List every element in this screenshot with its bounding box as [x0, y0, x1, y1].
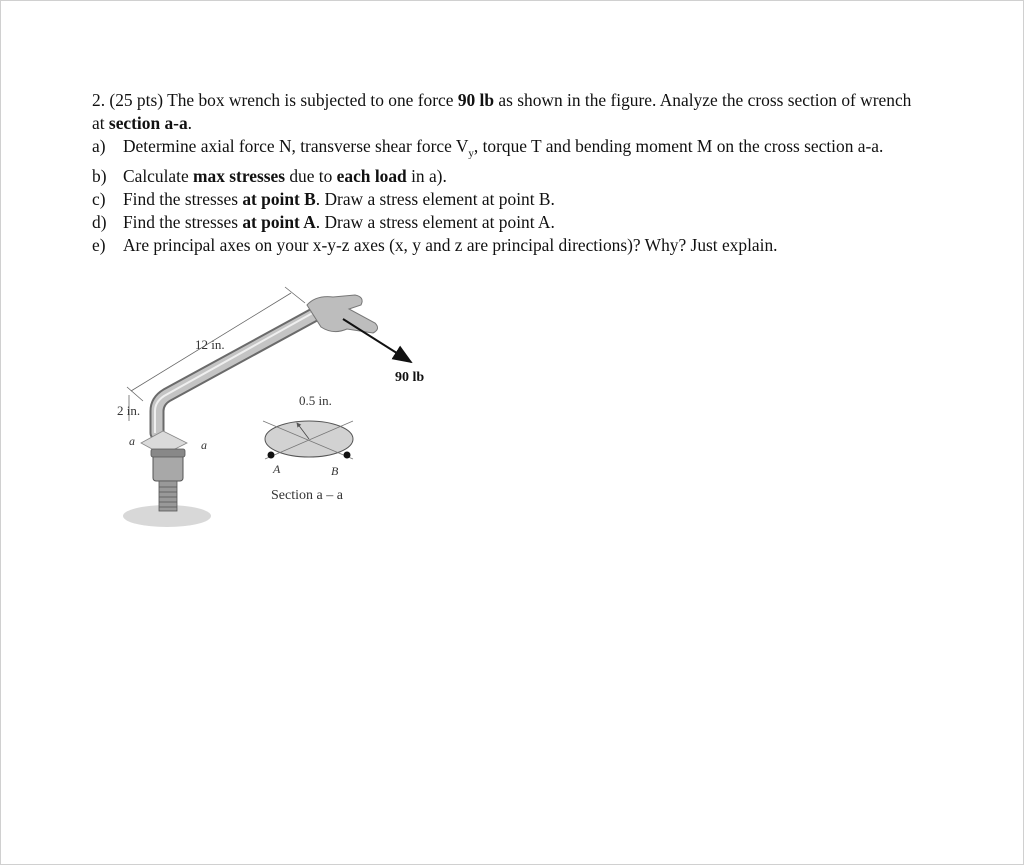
question-a-subscript: y	[468, 147, 474, 160]
cut-label-right: a	[201, 438, 207, 452]
bolt	[159, 481, 177, 511]
question-a-marker: a)	[92, 136, 106, 156]
problem-text	[92, 89, 922, 257]
question-b-bold-2: each load	[336, 166, 407, 187]
wrench-figure-svg	[111, 283, 451, 533]
point-b-marker	[344, 452, 351, 459]
question-d-marker: d)	[92, 212, 107, 233]
question-d	[92, 211, 922, 234]
question-b-text-2: due to	[289, 166, 333, 187]
question-b-text-1: Calculate	[123, 166, 189, 187]
question-b	[92, 165, 922, 188]
question-a	[92, 135, 922, 165]
force-label: 90 lb	[395, 370, 425, 385]
problem-number: 2.	[92, 90, 106, 110]
hand-shape	[307, 295, 378, 333]
question-list	[92, 135, 922, 257]
problem-points: (25 pts)	[109, 90, 164, 110]
question-e-text: Are principal axes on your x-y-z axes (x, y and z are principal directions)? Why? Just explain.	[123, 235, 778, 256]
cut-label-left: a	[129, 434, 135, 448]
wrench-figure	[111, 283, 451, 533]
problem-intro-part-a: The box wrench is subjected to one force	[167, 90, 454, 110]
question-a-text-2: , torque T and bending moment M on the cross section a-a.	[473, 136, 884, 156]
question-d-bold-1: at point A	[242, 212, 316, 233]
problem-intro-part-b: as shown in the figure. Analyze the cross	[498, 90, 784, 110]
question-e	[92, 234, 922, 257]
problem-intro-part-c: section of wrench at	[92, 90, 912, 133]
section-diameter-label: 0.5 in.	[299, 393, 332, 408]
point-a-marker	[268, 452, 275, 459]
question-c-marker: c)	[92, 189, 106, 210]
question-b-bold-1: max stresses	[193, 166, 285, 187]
socket-top	[151, 449, 185, 457]
section-caption: Section a – a	[271, 488, 343, 503]
question-c-bold-1: at point B	[242, 189, 316, 210]
offset-dimension-label: 2 in.	[117, 403, 141, 418]
question-b-text-3: in a).	[411, 166, 447, 187]
question-c	[92, 188, 922, 211]
problem-force: 90 lb	[457, 90, 495, 110]
question-d-text-1: Find the stresses	[123, 212, 238, 233]
question-c-text-2: . Draw a stress element at point B.	[315, 189, 555, 210]
point-b-label: B	[331, 464, 339, 478]
problem-section: section a-a	[108, 113, 188, 133]
problem-intro	[92, 89, 922, 135]
length-dimension-label: 12 in.	[195, 337, 225, 352]
question-a-text-1: Determine axial force N, transverse shear force V	[123, 136, 469, 156]
question-d-text-2: . Draw a stress element at point A.	[315, 212, 555, 233]
question-c-text-1: Find the stresses	[123, 189, 238, 210]
question-b-marker: b)	[92, 166, 107, 187]
wrench-handle-fill	[157, 311, 321, 433]
problem-intro-period: .	[187, 113, 193, 133]
point-a-label: A	[273, 462, 281, 476]
question-e-marker: e)	[92, 235, 106, 256]
